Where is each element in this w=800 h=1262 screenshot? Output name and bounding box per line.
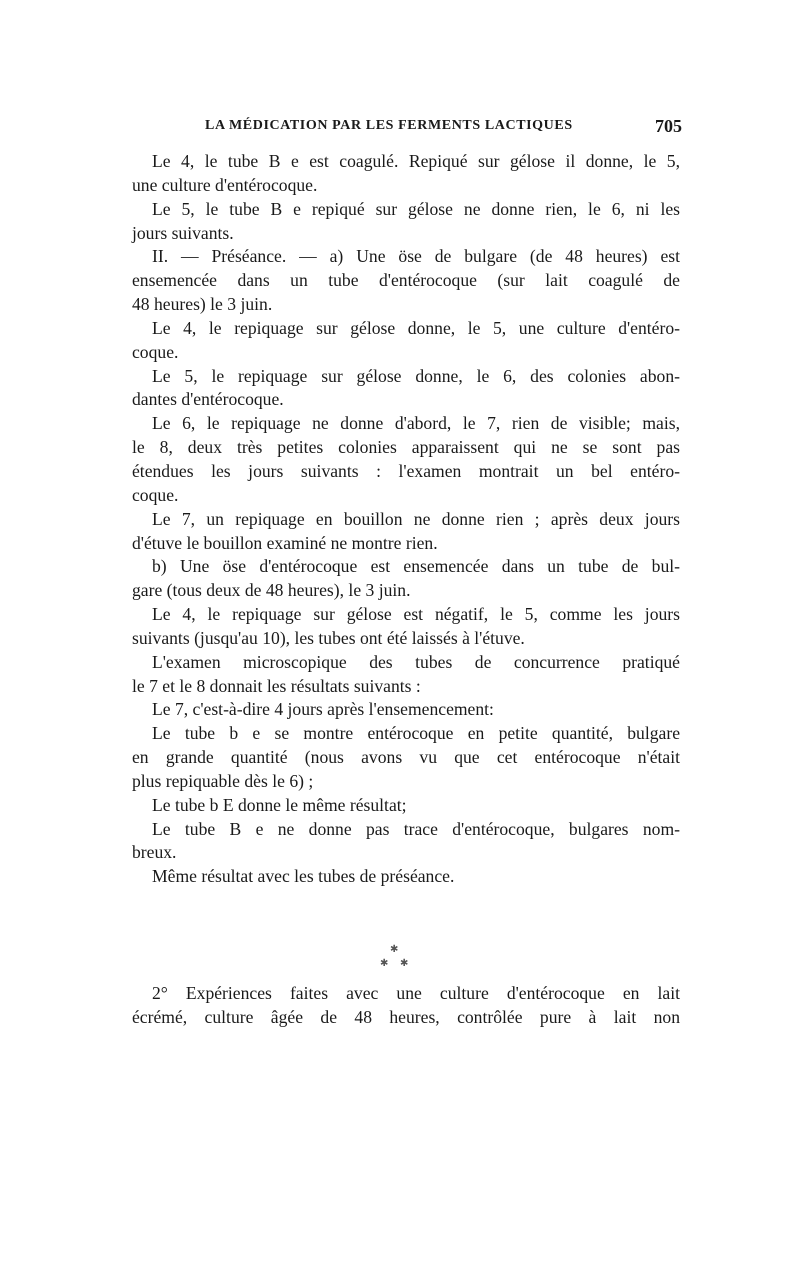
text-line: Le 7, un repiquage en bouillon ne donne rien ; après deux jours: [152, 508, 680, 529]
text-line: plus repiquable dès le 6) ;: [132, 770, 314, 791]
text-line: coque.: [132, 484, 179, 505]
text-line: suivants (jusqu'au 10), les tubes ont été laissés à l'étuve.: [132, 627, 525, 648]
text-line: le 7 et le 8 donnait les résultats suivants :: [132, 675, 421, 696]
running-header: [205, 116, 682, 140]
text-line: Le tube b e se montre entérocoque en petite quantité, bulgare: [152, 723, 680, 744]
text-line: Le 4, le repiquage sur gélose donne, le 5, une culture d'entéro-: [152, 317, 680, 338]
text-line: d'étuve le bouillon examiné ne montre rien.: [132, 532, 438, 553]
text-line: 48 heures) le 3 juin.: [132, 294, 273, 315]
text-line: Le 4, le tube B e est coagulé. Repiqué sur gélose il donne, le 5,: [152, 151, 680, 171]
text-line: Le 5, le repiquage sur gélose donne, le 6, des colonies abon-: [152, 365, 680, 386]
running-title: LA MÉDICATION PAR LES FERMENTS LACTIQUES: [205, 118, 573, 133]
text-line: Le 7, c'est-à-dire 4 jours après l'ensemencement:: [152, 699, 494, 720]
text-line: une culture d'entérocoque.: [132, 174, 318, 195]
text-line: L'examen microscopique des tubes de concurrence pratiqué: [152, 651, 680, 672]
text-line: jours suivants.: [132, 222, 234, 243]
text-line: le 8, deux très petites colonies apparaissent qui ne se sont pas: [132, 437, 680, 458]
text-line: Même résultat avec les tubes de préséance.: [152, 866, 455, 887]
text-line: Le 6, le repiquage ne donne d'abord, le 7, rien de visible; mais,: [152, 413, 680, 434]
section-text: [132, 982, 680, 1030]
text-line: breux.: [132, 842, 177, 863]
section-separator: ✱ ✱ ✱: [380, 944, 409, 969]
text-line: en grande quantité (nous avons vu que cet entérocoque n'était: [132, 747, 680, 768]
text-line: ensemencée dans un tube d'entérocoque (sur lait coagulé de: [132, 270, 680, 291]
text-line: écrémé, culture âgée de 48 heures, contrôlée pure à lait non: [132, 1006, 680, 1027]
text-line: Le tube b E donne le même résultat;: [152, 794, 407, 815]
text-line: Le tube B e ne donne pas trace d'entérocoque, bulgares nom-: [152, 818, 680, 839]
text-line: Le 4, le repiquage sur gélose est négatif, le 5, comme les jours: [152, 604, 680, 625]
text-line: coque.: [132, 341, 179, 362]
body-text: [132, 150, 680, 889]
text-line: II. — Préséance. — a) Une öse de bulgare (de 48 heures) est: [152, 246, 680, 267]
text-line: 2° Expériences faites avec une culture d'entérocoque en lait: [152, 983, 680, 1003]
page-number: 705: [655, 116, 682, 136]
text-line: gare (tous deux de 48 heures), le 3 juin.: [132, 580, 411, 601]
text-line: dantes d'entérocoque.: [132, 389, 284, 410]
text-line: b) Une öse d'entérocoque est ensemencée dans un tube de bul-: [152, 556, 680, 577]
text-line: étendues les jours suivants : l'examen montrait un bel entéro-: [132, 460, 680, 481]
text-line: Le 5, le tube B e repiqué sur gélose ne donne rien, le 6, ni les: [152, 198, 680, 219]
